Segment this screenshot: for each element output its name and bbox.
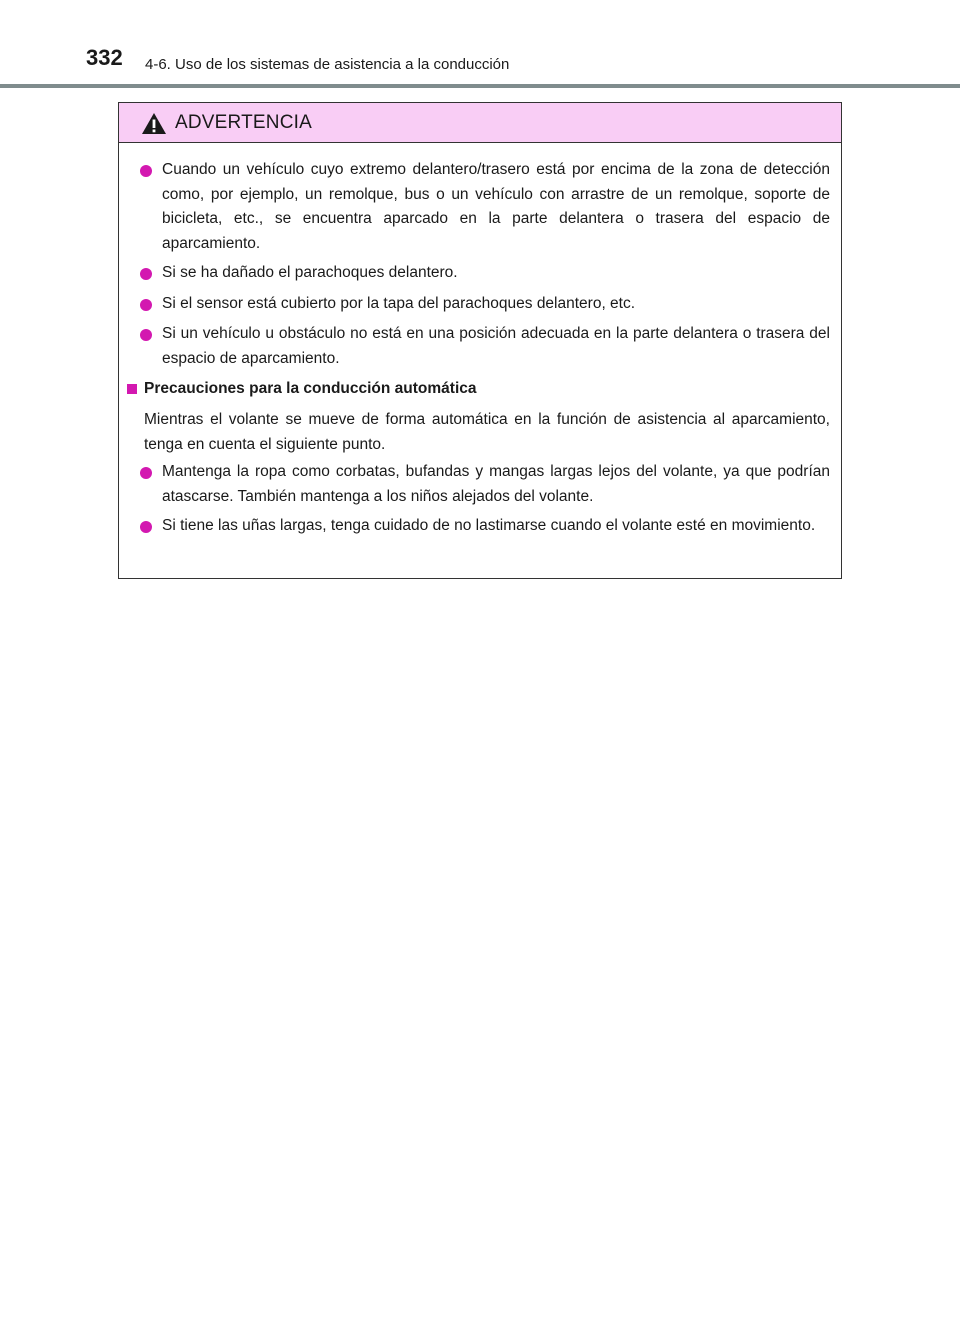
- bullet-icon: [140, 299, 152, 311]
- list-item: Si el sensor está cubierto por la tapa del parachoques delantero, etc.: [162, 295, 636, 312]
- subsection-heading: Precauciones para la conducción automática: [144, 380, 477, 397]
- warning-triangle-icon: [141, 112, 167, 135]
- list-item: Si se ha dañado el parachoques delantero.: [162, 264, 458, 281]
- warning-header: [119, 103, 841, 143]
- list-item: Cuando un vehículo cuyo extremo delantero/trasero está por encima de la zona de detección como, por ejemplo, un remolque, bus o un vehículo con arrastre de un remolque, soporte de bicicleta, etc., se encuentra aparcado en la parte delantera o trasera del espacio de aparcamiento.: [162, 161, 830, 252]
- subsection-intro: Mientras el volante se mueve de forma automática en la función de asistencia al aparcamiento, tenga en cuenta el siguiente punto.: [144, 411, 830, 453]
- bullet-icon: [140, 165, 152, 177]
- list-item: Si un vehículo u obstáculo no está en una posición adecuada en la parte delantera o trasera del espacio de aparcamiento.: [162, 325, 830, 367]
- warning-box: [118, 102, 842, 579]
- warning-title: ADVERTENCIA: [175, 112, 312, 133]
- section-square-icon: [127, 384, 137, 394]
- bullet-icon: [140, 268, 152, 280]
- header-divider: [0, 84, 960, 88]
- bullet-icon: [140, 521, 152, 533]
- list-item: Si tiene las uñas largas, tenga cuidado de no lastimarse cuando el volante esté en movimiento.: [162, 517, 816, 534]
- bullet-icon: [140, 467, 152, 479]
- page-header: [0, 0, 960, 92]
- page-number: 332: [86, 45, 123, 70]
- bullet-icon: [140, 329, 152, 341]
- section-title: 4-6. Uso de los sistemas de asistencia a la conducción: [145, 56, 510, 73]
- list-item: Mantenga la ropa como corbatas, bufandas y mangas largas lejos del volante, ya que podrían atascarse. También mantenga a los niños alejados del volante.: [162, 463, 830, 505]
